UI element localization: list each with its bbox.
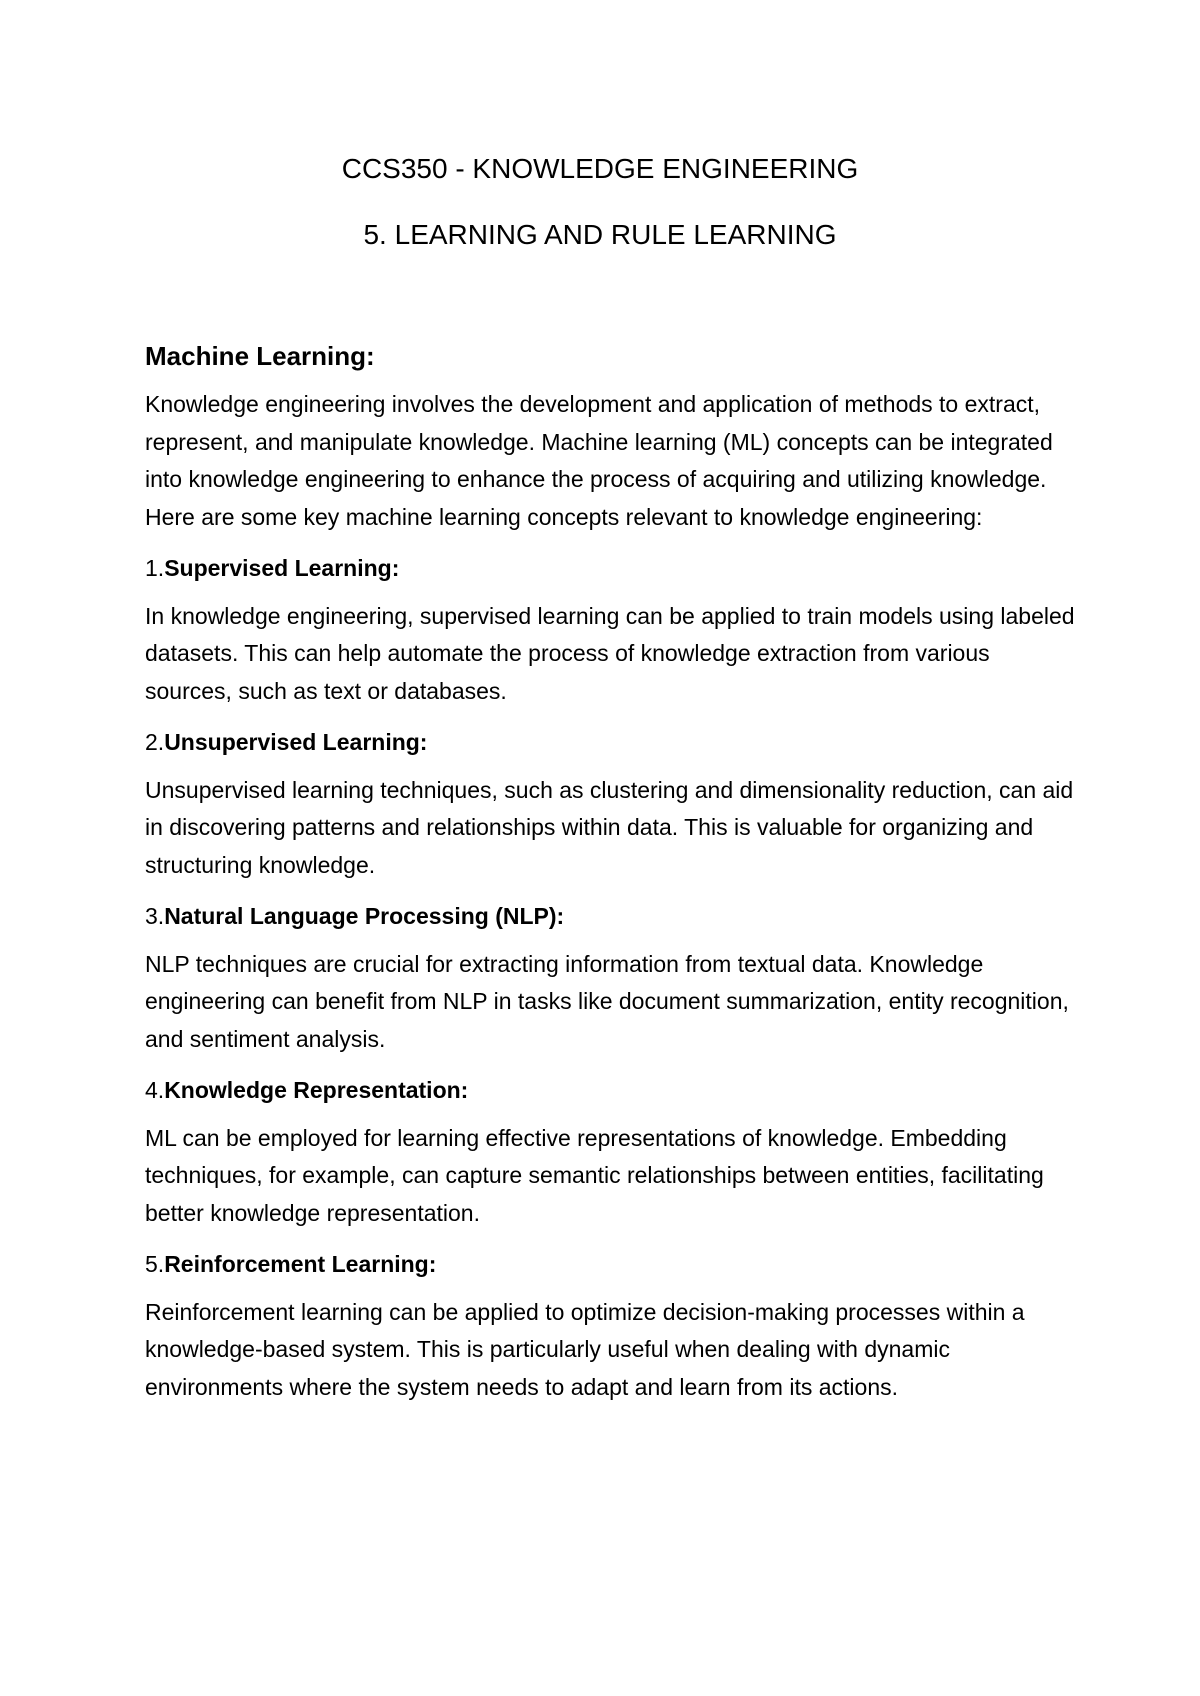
section-heading: Machine Learning: — [145, 341, 375, 371]
concept-label: Knowledge Representation: — [164, 1077, 469, 1103]
concept-body: In knowledge engineering, supervised learning can be applied to train models using labeled datasets. This can help automate the process of knowledge extraction from various sources, such as text or databases. — [145, 602, 1075, 704]
concept-body: ML can be employed for learning effective representations of knowledge. Embedding techniques, for example, can capture semantic relationships between entities, facilitating better knowledge representation. — [145, 1124, 1044, 1226]
concept-label: Supervised Learning: — [164, 555, 400, 581]
concept-body: NLP techniques are crucial for extracting information from textual data. Knowledge engineering can benefit from NLP in tasks like document summarization, entity recognition, and sentiment analysis. — [145, 950, 1069, 1052]
concept-number: 3. — [145, 903, 165, 929]
concept-heading — [145, 1072, 1080, 1110]
concept-heading — [145, 1246, 1080, 1284]
document-subtitle: 5. LEARNING AND RULE LEARNING — [363, 219, 837, 250]
concept-label: Reinforcement Learning: — [164, 1251, 437, 1277]
concept-item — [145, 1246, 1080, 1406]
concept-number: 5. — [145, 1251, 165, 1277]
concept-heading — [145, 898, 1080, 936]
concept-number: 2. — [145, 729, 165, 755]
concept-body: Reinforcement learning can be applied to optimize decision-making processes within a knowledge-based system. This is particularly useful when dealing with dynamic environments where the system needs to adapt and learn from its actions. — [145, 1298, 1025, 1400]
concept-heading — [145, 724, 1080, 762]
concept-heading — [145, 550, 1080, 588]
concept-body: Unsupervised learning techniques, such as clustering and dimensionality reduction, can aid in discovering patterns and relationships within data. This is valuable for organizing and structuring knowledge. — [145, 776, 1074, 878]
concept-item — [145, 1072, 1080, 1232]
concept-number: 1. — [145, 555, 165, 581]
intro-paragraph: Knowledge engineering involves the development and application of methods to extract, represent, and manipulate knowledge. Machine learning (ML) concepts can be integrated into knowledge engineering to enhance the process of acquiring and utilizing knowledge. Here are some key machine learning concepts relevant to knowledge engineering: — [145, 391, 1053, 530]
concept-number: 4. — [145, 1077, 165, 1103]
concept-item — [145, 898, 1080, 1058]
concept-label: Natural Language Processing (NLP): — [164, 903, 565, 929]
concept-label: Unsupervised Learning: — [164, 729, 428, 755]
concept-item — [145, 550, 1080, 710]
document-body — [145, 338, 1080, 1420]
document-title: CCS350 - KNOWLEDGE ENGINEERING — [341, 153, 859, 184]
concept-item — [145, 724, 1080, 884]
